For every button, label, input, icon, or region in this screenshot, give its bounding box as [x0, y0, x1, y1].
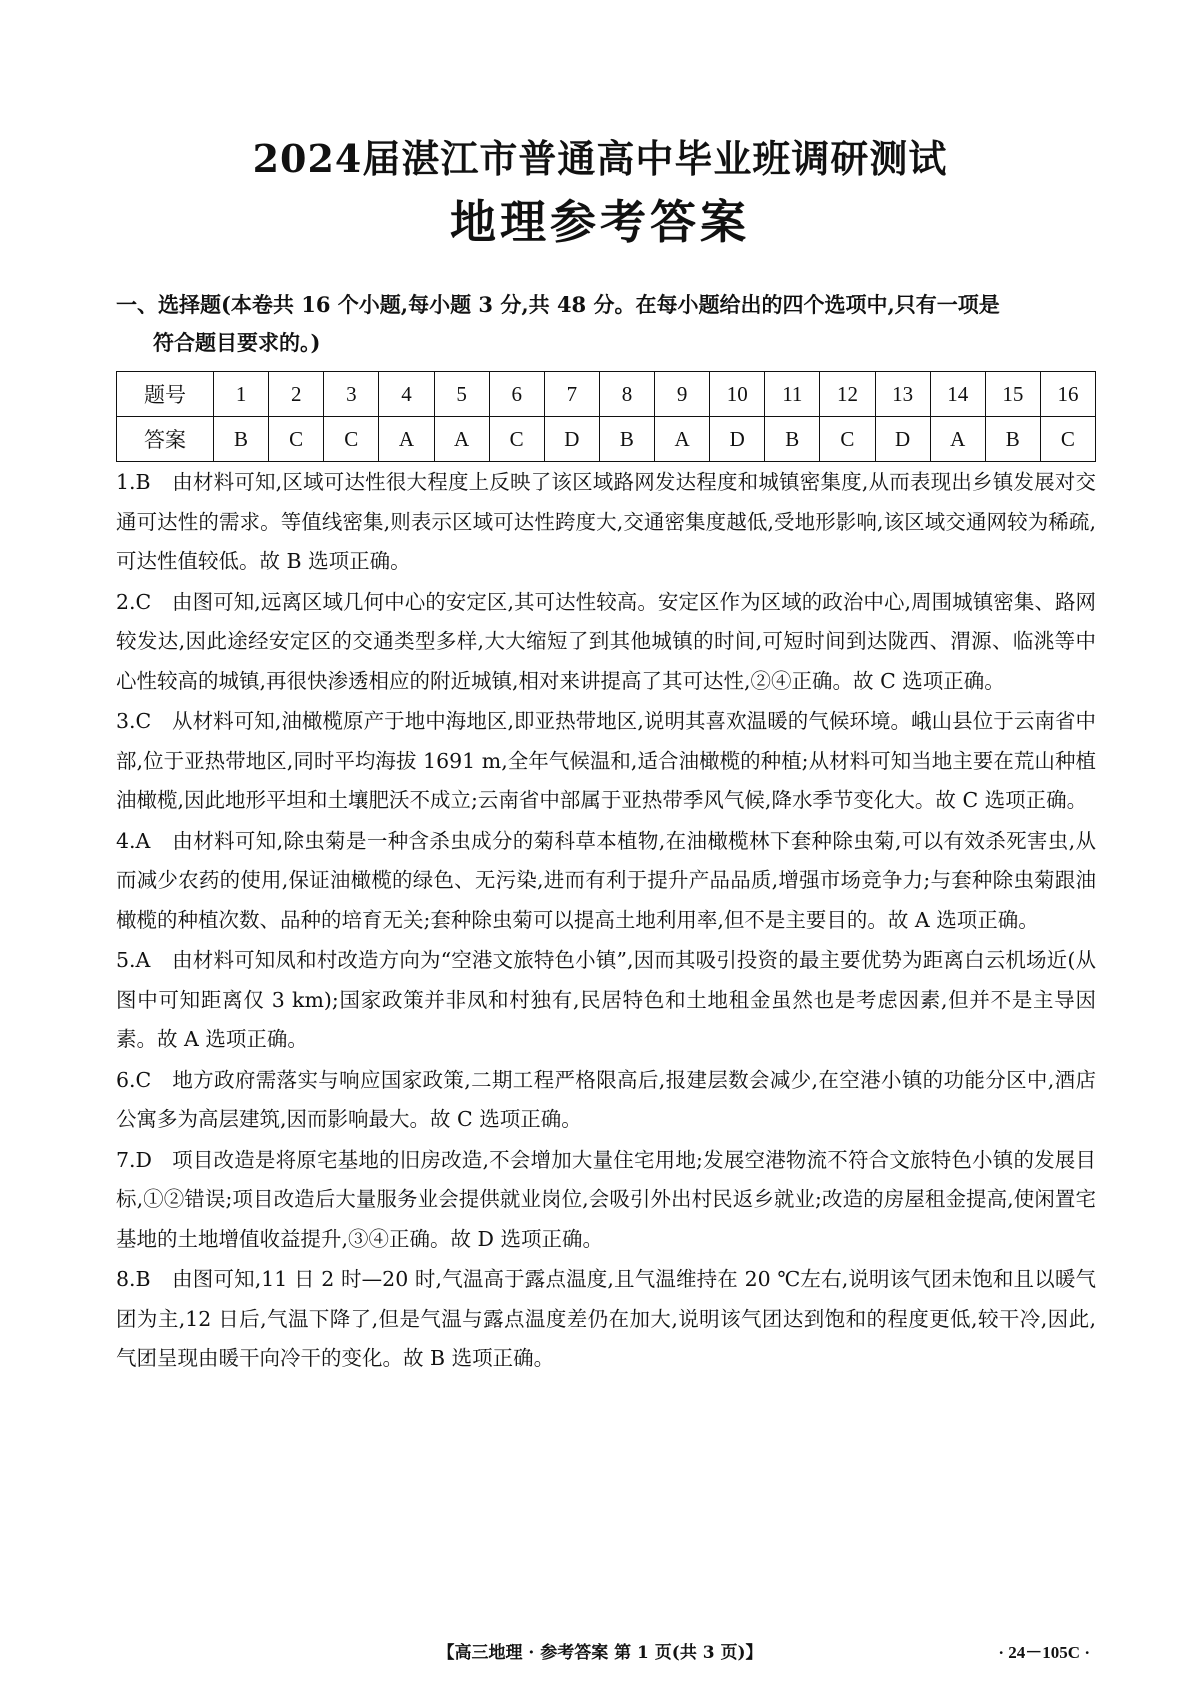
- explanation-number: 3.C: [116, 709, 152, 733]
- explanation-text: 由图可知,11 日 2 时—20 时,气温高于露点温度,且气温维持在 20 ℃左右,说明该气团未饱和且以暖气团为主,12 日后,气温下降了,但是气温与露点温度差仍在加大,说明该气团达到饱和的程度更低,较干冷,因此,气团呈现由暖干向冷干的变化。故 B 选项正确。: [116, 1267, 1096, 1370]
- answer-header: 答案: [117, 417, 214, 462]
- answer-cell: A: [379, 417, 434, 462]
- explanation-number: 1.B: [116, 470, 151, 494]
- answer-cell: D: [544, 417, 599, 462]
- explanation-text: 由材料可知,区域可达性很大程度上反映了该区域路网发达程度和城镇密集度,从而表现出乡镇发展对交通可达性的需求。等值线密集,则表示区域可达性跨度大,交通密集度越低,受地形影响,该区域交通网较为稀疏,可达性值较低。故 B 选项正确。: [116, 470, 1096, 573]
- answer-cell: D: [875, 417, 930, 462]
- answer-cell: C: [269, 417, 324, 462]
- answer-cell: A: [655, 417, 710, 462]
- question-number-cell: 13: [875, 372, 930, 417]
- answer-cell: B: [985, 417, 1040, 462]
- question-number-cell: 9: [655, 372, 710, 417]
- explanation-item: [116, 702, 1096, 821]
- page-title: 2024届湛江市普通高中毕业班调研测试: [252, 136, 948, 181]
- question-number-cell: 11: [765, 372, 820, 417]
- explanation-item: [116, 822, 1096, 941]
- question-number-cell: 6: [489, 372, 544, 417]
- explanation-item: [116, 1141, 1096, 1260]
- question-number-cell: 15: [985, 372, 1040, 417]
- explanation-item: [116, 941, 1096, 1060]
- explanation-item: [116, 1260, 1096, 1379]
- section-heading-line2: 符合题目要求的。): [153, 330, 321, 355]
- explanation-number: 7.D: [116, 1147, 152, 1172]
- page-subtitle: 地理参考答案: [450, 195, 750, 249]
- document-code: · 24－105C ·: [998, 1643, 1090, 1662]
- explanation-number: 4.A: [116, 828, 151, 853]
- explanation-item: [116, 1061, 1096, 1140]
- explanation-list: [116, 463, 1096, 1380]
- explanation-number: 5.A: [116, 948, 151, 972]
- section-heading-line1: 一、选择题(本卷共 16 个小题,每小题 3 分,共 48 分。在每小题给出的四个选项中,只有一项是: [116, 292, 1000, 317]
- explanation-text: 从材料可知,油橄榄原产于地中海地区,即亚热带地区,说明其喜欢温暖的气候环境。峨山县位于云南省中部,位于亚热带地区,同时平均海拔 1691 m,全年气候温和,适合油橄榄的种植;从材料可知当地主要在荒山种植油橄榄,因此地形平坦和土壤肥沃不成立;云南省中部属于亚热带季风气候,降水季节变化大。故 C 选项正确。: [116, 709, 1096, 812]
- explanation-item: [116, 583, 1096, 702]
- question-number-cell: 1: [214, 372, 269, 417]
- answer-cell: C: [324, 417, 379, 462]
- question-number-cell: 12: [820, 372, 875, 417]
- answer-cell: B: [214, 417, 269, 462]
- explanation-text: 由图可知,远离区域几何中心的安定区,其可达性较高。安定区作为区域的政治中心,周围城镇密集、路网较发达,因此途经安定区的交通类型多样,大大缩短了到其他城镇的时间,可短时间到达陇西、渭源、临洮等中心性较高的城镇,再很快渗透相应的附近城镇,相对来讲提高了其可达性,②④正确。故 C 选项正确。: [116, 589, 1096, 693]
- answer-cell: A: [930, 417, 985, 462]
- answer-cell: C: [489, 417, 544, 462]
- answer-cell: A: [434, 417, 489, 462]
- explanation-number: 2.C: [116, 589, 152, 614]
- question-number-cell: 16: [1040, 372, 1095, 417]
- explanation-text: 项目改造是将原宅基地的旧房改造,不会增加大量住宅用地;发展空港物流不符合文旅特色小镇的发展目标,①②错误;项目改造后大量服务业会提供就业岗位,会吸引外出村民返乡就业;改造的房屋租金提高,使闲置宅基地的土地增值收益提升,③④正确。故 D 选项正确。: [116, 1147, 1096, 1251]
- answer-cell: B: [599, 417, 654, 462]
- answer-cell: D: [710, 417, 765, 462]
- question-number-cell: 7: [544, 372, 599, 417]
- question-number-cell: 4: [379, 372, 434, 417]
- explanation-number: 6.C: [116, 1067, 152, 1092]
- question-number-cell: 8: [599, 372, 654, 417]
- question-number-cell: 3: [324, 372, 379, 417]
- answer-cell: C: [1040, 417, 1095, 462]
- explanation-text: 由材料可知,除虫菊是一种含杀虫成分的菊科草本植物,在油橄榄林下套种除虫菊,可以有效杀死害虫,从而减少农药的使用,保证油橄榄的绿色、无污染,进而有利于提升产品品质,增强市场竞争力;与套种除虫菊跟油橄榄的种植次数、品种的培育无关;套种除虫菊可以提高土地利用率,但不是主要目的。故 A 选项正确。: [116, 828, 1096, 932]
- question-number-cell: 2: [269, 372, 324, 417]
- explanation-text: 地方政府需落实与响应国家政策,二期工程严格限高后,报建层数会减少,在空港小镇的功能分区中,酒店公寓多为高层建筑,因而影响最大。故 C 选项正确。: [116, 1067, 1096, 1131]
- question-number-cell: 10: [710, 372, 765, 417]
- question-number-cell: 5: [434, 372, 489, 417]
- question-number-header: 题号: [117, 372, 214, 417]
- page-footer: 【高三地理 · 参考答案 第 1 页(共 3 页)】: [437, 1643, 763, 1663]
- explanation-text: 由材料可知凤和村改造方向为“空港文旅特色小镇”,因而其吸引投资的最主要优势为距离白云机场近(从图中可知距离仅 3 km);国家政策并非凤和村独有,民居特色和土地租金虽然也是考虑因素,但并不是主导因素。故 A 选项正确。: [116, 948, 1096, 1051]
- question-number-row: [117, 372, 1096, 417]
- question-number-cell: 14: [930, 372, 985, 417]
- section-heading: [116, 286, 1096, 362]
- answer-table: [116, 371, 1096, 462]
- answer-row: [117, 417, 1096, 462]
- answer-cell: C: [820, 417, 875, 462]
- answer-cell: B: [765, 417, 820, 462]
- explanation-item: [116, 463, 1096, 582]
- explanation-number: 8.B: [116, 1267, 151, 1291]
